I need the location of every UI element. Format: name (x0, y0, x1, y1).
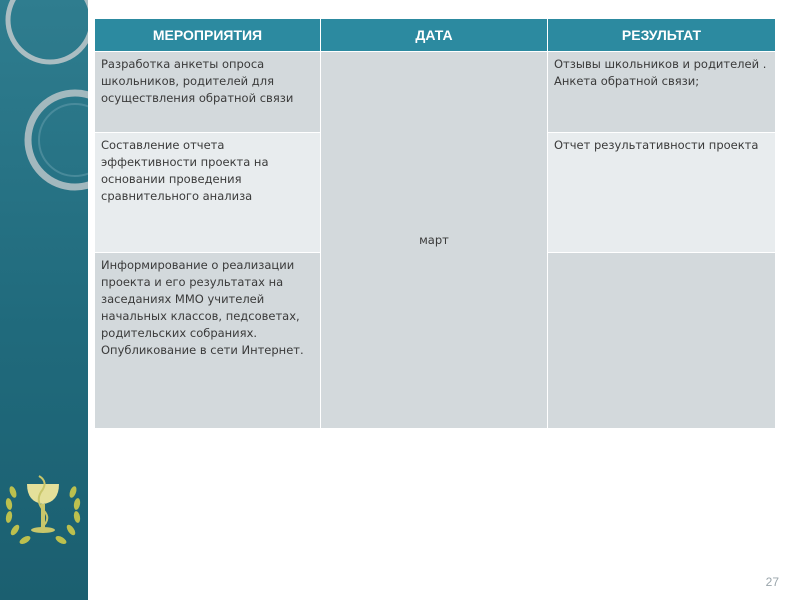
activity-cell: Информирование о реализации проекта и его результатах на заседаниях ММО учителей начальных классов, педсоветах, родительских собраниях. Опубликование в сети Интернет. (95, 253, 321, 429)
result-cell: Отзывы школьников и родителей . Анкета обратной связи; (548, 52, 776, 133)
header-activities: МЕРОПРИЯТИЯ (95, 19, 321, 52)
activity-cell: Разработка анкеты опроса школьников, родителей для осуществления обратной связи (95, 52, 321, 133)
chalice-laurel-icon (5, 476, 81, 546)
date-cell: март (321, 52, 548, 429)
header-result: РЕЗУЛЬТАТ (548, 19, 776, 52)
result-cell (548, 253, 776, 429)
sidebar-decoration (0, 0, 88, 600)
table-row (95, 52, 776, 133)
decorative-rings-icon (0, 0, 88, 600)
plan-table (94, 18, 776, 429)
result-cell: Отчет результативности проекта (548, 133, 776, 253)
table-header-row (95, 19, 776, 52)
page-number: 27 (765, 575, 779, 589)
activity-cell: Составление отчета эффективности проекта на основании проведения сравнительного анализа (95, 133, 321, 253)
header-date: ДАТА (321, 19, 548, 52)
